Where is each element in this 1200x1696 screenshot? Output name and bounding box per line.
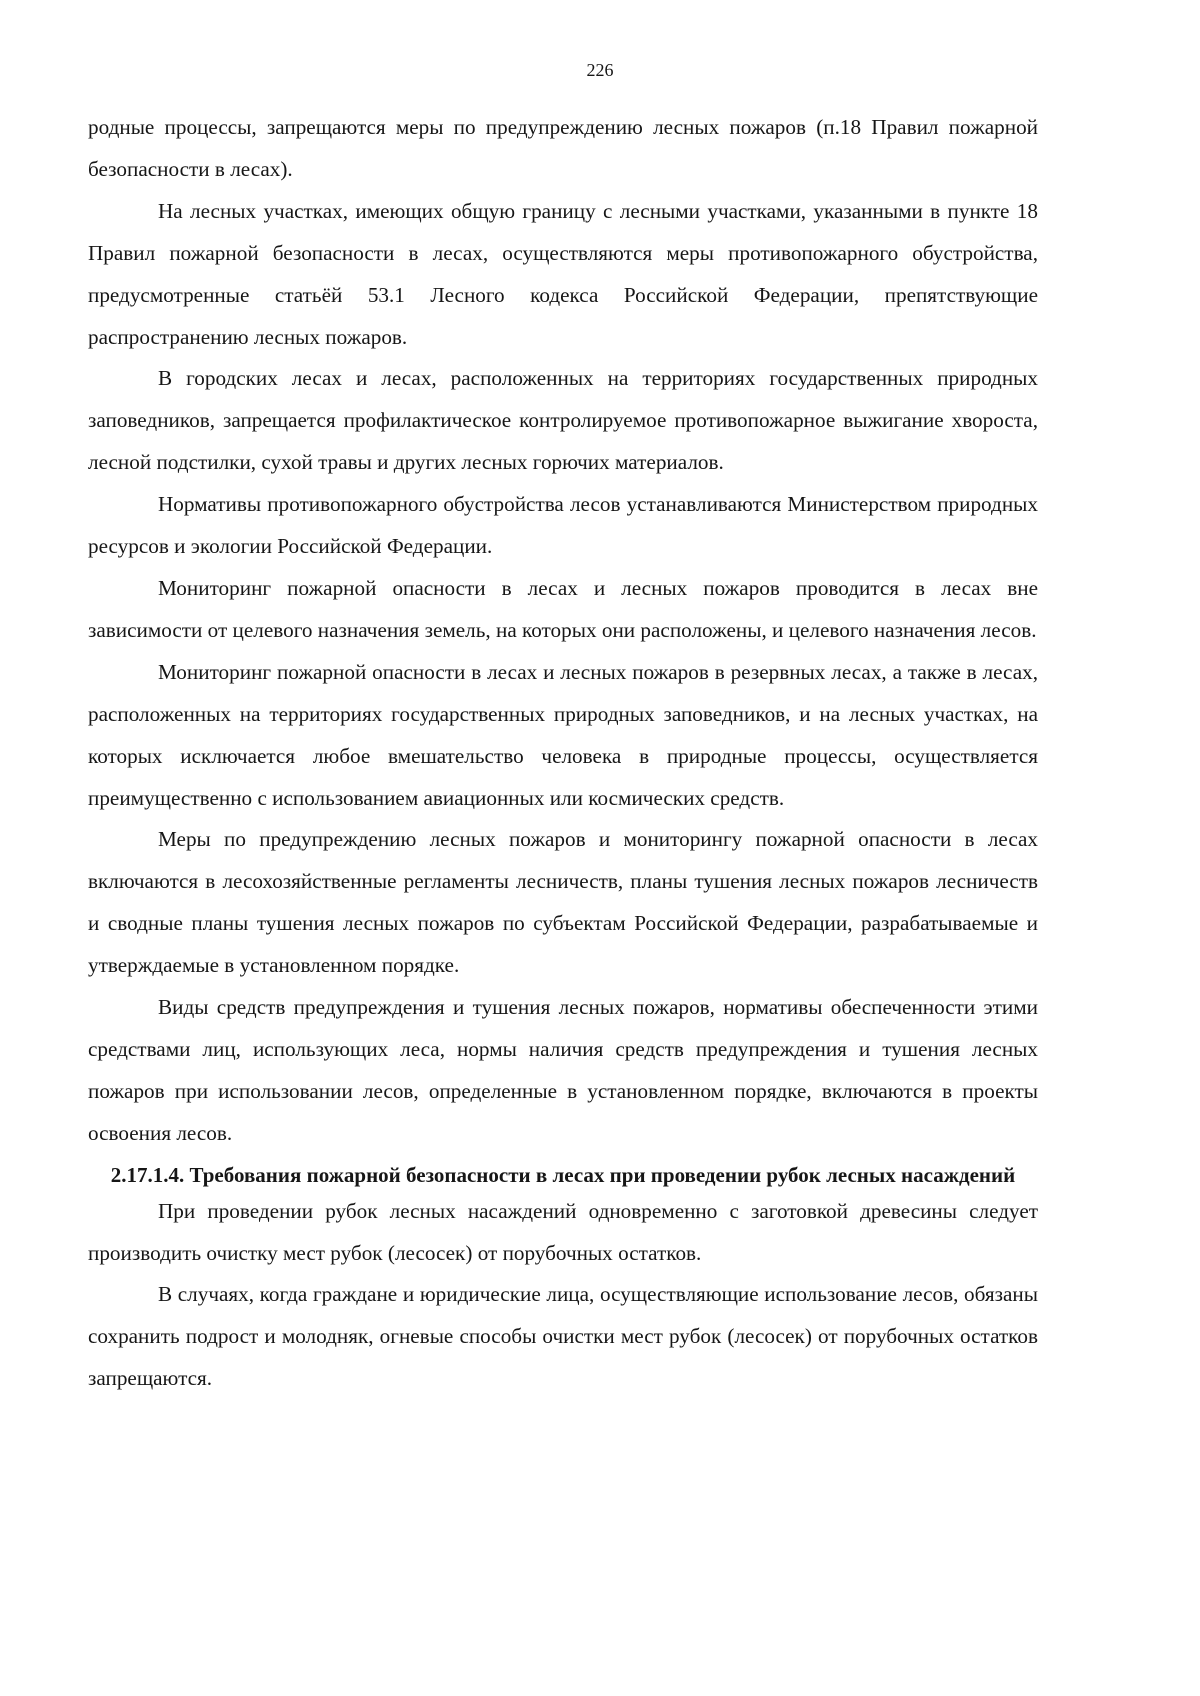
paragraph: Меры по предупреждению лесных пожаров и мониторингу пожарной опасности в лесах включаются в лесохозяйственные регламенты лесничеств, планы тушения лесных пожаров лесничеств и сводные планы тушения лесных пожаров по субъектам Российской Федерации, разрабатываемые и утверждаемые в установленном порядке.: [88, 827, 1038, 978]
page-number: 226: [586, 60, 614, 80]
paragraph: На лесных участках, имеющих общую границу с лесными участками, указанными в пункте 18 Правил пожарной безопасности в лесах, осуществляются меры противопожарного обустройства, предусмотренные статьёй 53.1 Лесного кодекса Российской Федерации, препятствующие распространению лесных пожаров.: [88, 198, 1038, 349]
paragraph: родные процессы, запрещаются меры по предупреждению лесных пожаров (п.18 Правил пожарной безопасности в лесах).: [88, 115, 1038, 181]
paragraph: Нормативы противопожарного обустройства лесов устанавливаются Министерством природных ресурсов и экологии Российской Федерации.: [88, 492, 1038, 559]
section-heading: 2.17.1.4. Требования пожарной безопасности в лесах при проведении рубок лесных насаждений: [110, 1162, 1016, 1187]
paragraph: Мониторинг пожарной опасности в лесах и лесных пожаров в резервных лесах, а также в лесах, расположенных на территориях государственных природных заповедников, и на лесных участках, на которых исключается любое вмешательство человека в природные процессы, осуществляется преимущественно с использованием авиационных или космических средств.: [88, 659, 1038, 810]
paragraph: В городских лесах и лесах, расположенных на территориях государственных природных заповедников, запрещается профилактическое контролируемое противопожарное выжигание хвороста, лесной подстилки, сухой травы и других лесных горючих материалов.: [88, 366, 1038, 475]
paragraph: Мониторинг пожарной опасности в лесах и лесных пожаров проводится в лесах вне зависимости от целевого назначения земель, на которых они расположены, и целевого назначения лесов.: [88, 575, 1038, 642]
paragraph: В случаях, когда граждане и юридические лица, осуществляющие использование лесов, обязаны сохранить подрост и молодняк, огневые способы очистки мест рубок (лесосек) от порубочных остатков запрещаются.: [88, 1282, 1038, 1391]
paragraph: Виды средств предупреждения и тушения лесных пожаров, нормативы обеспеченности этими средствами лиц, использующих леса, нормы наличия средств предупреждения и тушения лесных пожаров при использовании лесов, определенные в установленном порядке, включаются в проекты освоения лесов.: [88, 995, 1038, 1145]
paragraph: При проведении рубок лесных насаждений одновременно с заготовкой древесины следует производить очистку мест рубок (лесосек) от порубочных остатков.: [88, 1198, 1038, 1265]
document-body: [88, 107, 1038, 1400]
